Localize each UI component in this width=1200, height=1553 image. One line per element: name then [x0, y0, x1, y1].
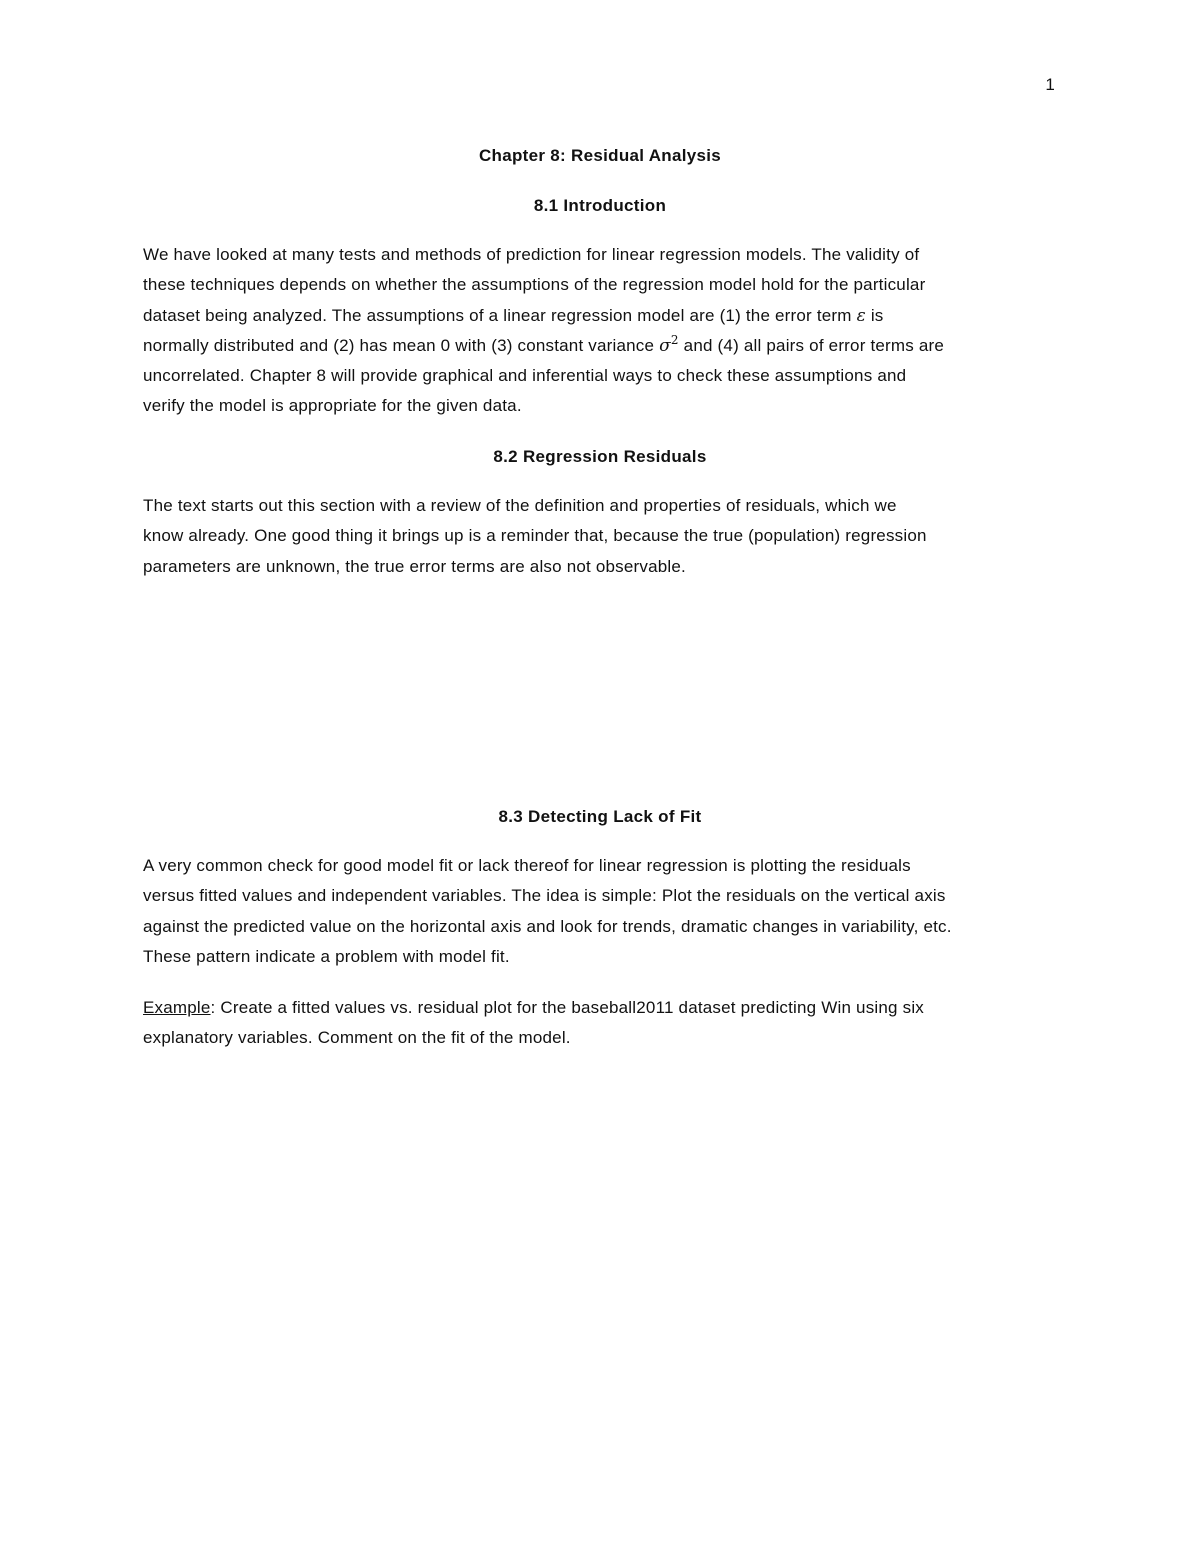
paragraph-line — [143, 993, 1083, 1023]
sigma-exponent: 2 — [670, 332, 679, 347]
chapter-title: Chapter 8: Residual Analysis — [478, 146, 722, 165]
section-heading-lack-of-fit: 8.3 Detecting Lack of Fit — [498, 807, 702, 826]
paragraph-line: The text starts out this section with a review of the definition and properties of residuals, which we — [143, 496, 897, 515]
paragraph-line — [143, 301, 1083, 331]
paragraph-line: verify the model is appropriate for the given data. — [143, 396, 522, 416]
paragraph-line: these techniques depends on whether the assumptions of the regression model hold for the particular — [143, 275, 926, 295]
section-heading-regression-residuals: 8.2 Regression Residuals — [493, 447, 707, 466]
text-run: is — [865, 305, 884, 325]
paragraph-line: We have looked at many tests and methods of prediction for linear regression models. The validity of — [143, 245, 920, 264]
paragraph-line: uncorrelated. Chapter 8 will provide graphical and inferential ways to check these assumptions and — [143, 366, 907, 386]
example-colon: : — [210, 998, 216, 1017]
lack-of-fit-paragraph — [143, 851, 1083, 972]
paragraph-line: know already. One good thing it brings up is a reminder that, because the true (population) regression — [143, 526, 927, 546]
example-label: Example — [143, 998, 211, 1017]
paragraph-line — [143, 331, 1083, 361]
residuals-paragraph — [143, 491, 1083, 582]
paragraph-line: A very common check for good model fit or lack thereof for linear regression is plotting the residuals — [143, 856, 911, 875]
paragraph-line: parameters are unknown, the true error terms are also not observable. — [143, 556, 686, 576]
text-run: Create a fitted values vs. residual plot for the baseball2011 dataset predicting Win using six — [215, 998, 924, 1017]
text-run: normally distributed and (2) has mean 0 with (3) constant variance — [143, 335, 660, 355]
section-heading-introduction: 8.1 Introduction — [533, 196, 667, 215]
epsilon-symbol: ε — [856, 305, 866, 326]
text-run: and (4) all pairs of error terms are — [678, 335, 945, 355]
text-run: dataset being analyzed. The assumptions of a linear regression model are (1) the error term — [143, 305, 857, 325]
sigma-symbol: σ — [659, 335, 671, 356]
page-number: 1 — [1045, 75, 1055, 94]
paragraph-line: explanatory variables. Comment on the fit of the model. — [143, 1028, 571, 1048]
paragraph-line: versus fitted values and independent variables. The idea is simple: Plot the residuals on the vertical axis — [143, 886, 946, 906]
introduction-paragraph — [143, 240, 1083, 422]
paragraph-line: against the predicted value on the horizontal axis and look for trends, dramatic changes in variability, etc. — [143, 916, 952, 936]
example-paragraph — [143, 993, 1083, 1054]
paragraph-line: These pattern indicate a problem with model fit. — [143, 946, 510, 966]
